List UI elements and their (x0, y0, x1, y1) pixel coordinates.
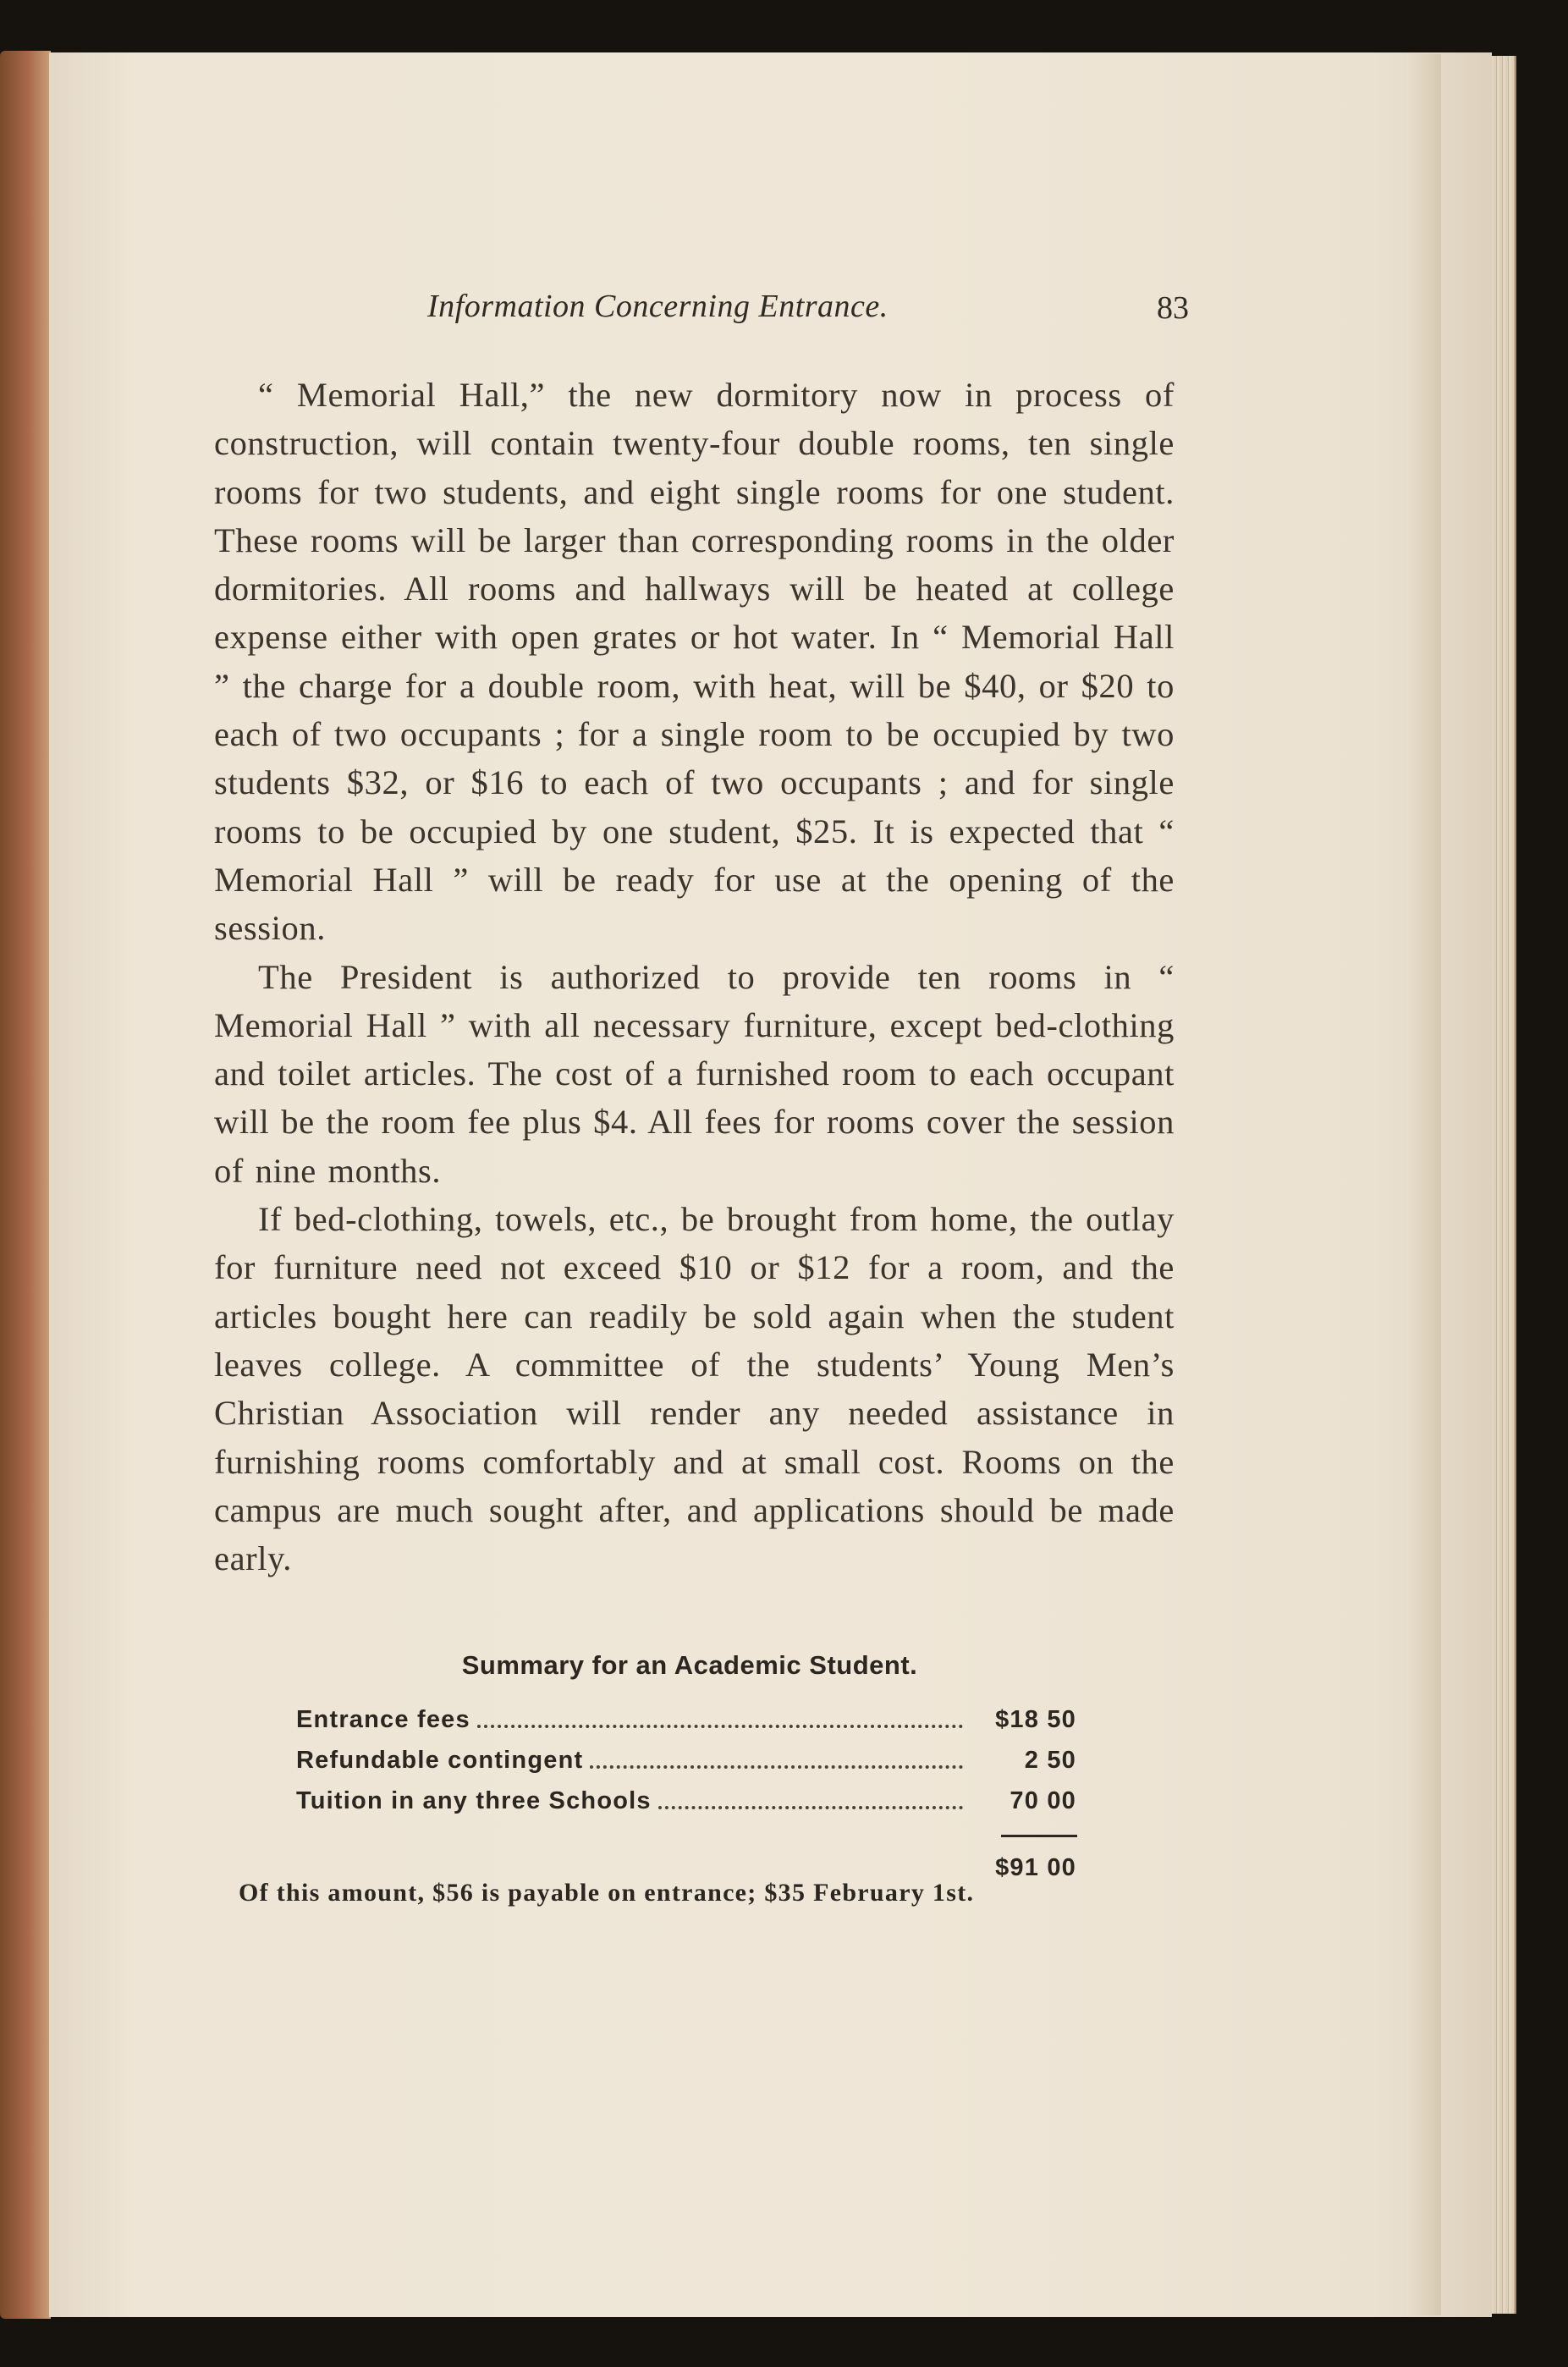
total-amount: $91 00 (995, 1854, 1076, 1881)
paragraph-memorial-hall: “ Memorial Hall,” the new dormitory now in process of construction, will contain twenty-four double rooms, ten single rooms for two students, and eight single rooms for one student. These rooms will be larger than corresponding rooms in the older dormitories. All rooms and hallways will be heated at college expense either with open grates or hot water. In “ Memorial Hall ” the charge for a double room, with heat, will be $40, or $20 to each of two occupants ; for a single room to be occupied by two students $32, or $16 to each of two occupants ; and for single rooms to be occupied by one student, $25. It is expected that “ Memorial Hall ” will be ready for use at the opening of the session. (214, 376, 1175, 948)
body-text (214, 371, 1175, 1583)
fee-row-tuition (296, 1787, 1076, 1828)
total-rule (1001, 1835, 1077, 1837)
book-cover-edge (0, 51, 51, 2319)
page-number: 83 (1157, 290, 1189, 326)
running-title: Information Concerning Entrance. (427, 289, 889, 324)
fee-label: Entrance fees (296, 1706, 470, 1733)
page-fore-edge-shadow (1407, 54, 1441, 2315)
fee-amount: $18 50 (995, 1706, 1076, 1733)
fee-row-contingent (296, 1747, 1076, 1787)
fee-summary (241, 1650, 1138, 1895)
dot-leader (590, 1759, 963, 1769)
running-header (427, 288, 1189, 339)
paragraph-furniture-outlay: If bed-clothing, towels, etc., be brought from home, the outlay for furniture need not exceed $10 or $12 for a room, and the articles bought here can readily be sold again when the student leaves college. A committee of the students’ Young Men’s Christian Association will render any needed assistance in furnishing rooms comfortably and at small cost. Rooms on the campus are much sought after, and applications should be made early. (214, 1200, 1175, 1578)
fee-amount: 70 00 (1010, 1787, 1076, 1814)
paragraph-furnished-rooms: The President is authorized to provide ten rooms in “ Memorial Hall ” with all necessary furniture, except bed-clothing and toilet articles. The cost of a furnished room to each occupant will be the room fee plus $4. All fees for rooms cover the session of nine months. (214, 957, 1175, 1190)
fee-label: Tuition in any three Schools (296, 1787, 652, 1814)
fee-row-entrance (296, 1706, 1076, 1747)
payment-note: Of this amount, $56 is payable on entrance; $35 February 1st. (239, 1879, 975, 1907)
dot-leader (477, 1718, 963, 1728)
dot-leader (658, 1799, 963, 1809)
fee-amount: 2 50 (1024, 1747, 1076, 1774)
summary-title: Summary for an Academic Student. (461, 1650, 918, 1680)
fee-label: Refundable contingent (296, 1747, 584, 1774)
